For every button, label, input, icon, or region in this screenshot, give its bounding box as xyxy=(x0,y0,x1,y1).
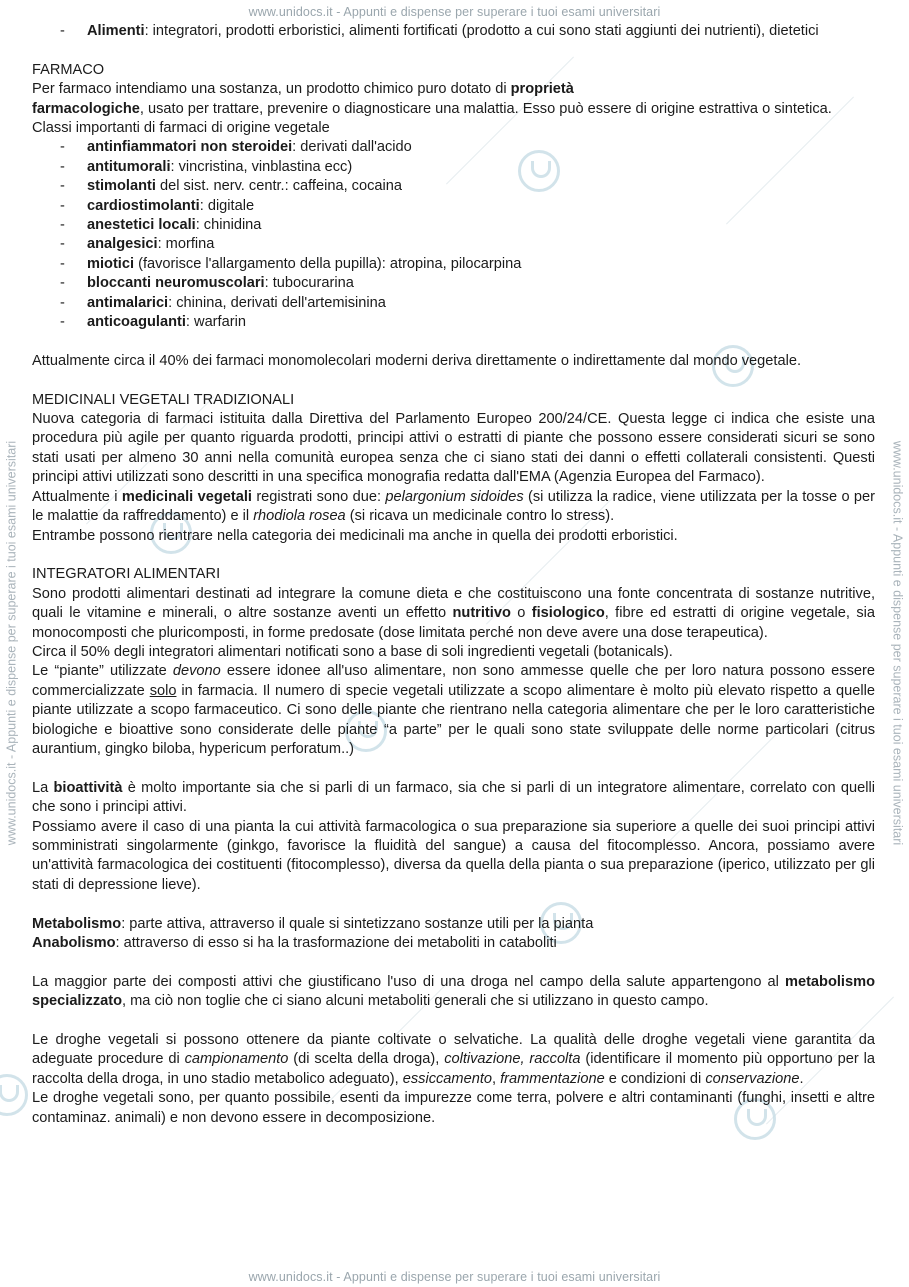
section-heading-medicinali: MEDICINALI VEGETALI TRADIZIONALI xyxy=(32,391,295,408)
list-item: - antimalarici: chinina, derivati dell'artemisinina xyxy=(32,294,875,313)
paragraph: La maggior parte dei composti attivi che giustificano l'uso di una droga nel campo della salute appartengono al metabolismo specializzato, ma ciò non toglie che ci siano alcuni metaboliti generali che si utilizzano in questo campo. xyxy=(32,973,875,1010)
list-item: - antinfiammatori non steroidei: derivati dall'acido xyxy=(32,138,875,157)
paragraph: Nuova categoria di farmaci istituita dalla Direttiva del Parlamento Europeo 200/24/CE. Questa legge ci indica che esiste una procedura più agile per quanto riguarda prodotti, principi attivi o estratti di piante che possono essere considerati sicuri se sono stati usati per almeno 30 anni nella comunità europea senza che ci siano stati dei danni o effetti collaterali consistenti. Questi principi attivi utilizzati sono descritti in una specifica monografia redatta dall'EMA (Agenzia Europea del Farmaco). xyxy=(32,411,875,486)
paragraph: Sono prodotti alimentari destinati ad integrare la comune dieta e che costituiscono una fonte concentrata di sostanze nutritive, quali le vitamine e minerali, o altre sostanze aventi un effetto nutritivo o fisiologico, fibre ed estratti di origine vegetale, sia monocomposti che pluricomposti, in forme predosate (dose limitata perché non deve avere una dose terapeutica). xyxy=(32,585,875,641)
paragraph: Le droghe vegetali sono, per quanto possibile, esenti da impurezze come terra, polvere e altri contaminanti (funghi, insetti e altre contaminaz. animali) e non devono essere in decomposizione. xyxy=(32,1090,875,1126)
paragraph: Le “piante” utilizzate devono essere idonee all'uso alimentare, non sono ammesse quelle che per loro natura possono essere commercializzate solo in farmacia. Il numero di specie vegetali utilizzate a scopo alimentare è molto più elevato rispetto a quelle piante utilizzate a scopo farmaceutico. Ci sono delle piante che rientrano nella categoria alimentare che per le loro caratteristiche biologiche e bioattive sono considerate delle piante “a parte” per le quali sono state sviluppate delle norme particolari (citrus aurantium, gingko biloba, hypericum perforatum..) xyxy=(32,663,875,757)
list-item: - antitumorali: vincristina, vinblastina ecc) xyxy=(32,158,875,177)
paragraph: Metabolismo: parte attiva, attraverso il quale si sintetizzano sostanze utili per la pianta xyxy=(32,915,594,932)
list-item: - anestetici locali: chinidina xyxy=(32,216,875,235)
paragraph: Attualmente i medicinali vegetali registrati sono due: pelargonium sidoides (si utilizza la radice, viene utilizzata per la tosse o per le malattie da raffreddamento) e il rhodiola rosea (si ricava un medicinale contro lo stress). xyxy=(32,488,876,525)
list-item: - anticoagulanti: warfarin xyxy=(32,313,875,332)
paragraph: Anabolismo: attraverso di esso si ha la trasformazione dei metaboliti in cataboliti xyxy=(32,935,557,951)
list-item: - Alimenti: integratori, prodotti erboristici, alimenti fortificati (prodotto a cui sono stati aggiunti dei nutrienti), dietetici xyxy=(32,22,875,41)
document-body xyxy=(32,22,875,1128)
list-item: - cardiostimolanti: digitale xyxy=(32,197,875,216)
paragraph: Attualmente circa il 40% dei farmaci monomolecolari moderni deriva direttamente o indirettamente dal mondo vegetale. xyxy=(32,352,801,369)
watermark-left: www.unidocs.it - Appunti e dispense per superare i tuoi esami universitari xyxy=(4,440,19,846)
watermark-right: www.unidocs.it - Appunti e dispense per superare i tuoi esami universitari xyxy=(890,440,905,846)
paragraph: Entrambe possono rientrare nella categoria dei medicinali ma anche in quella dei prodotti erboristici. xyxy=(32,527,678,544)
paragraph: La bioattività è molto importante sia che si parli di un farmaco, sia che si parli di un integratore alimentare, correlato con quelli che sono i principi attivi. xyxy=(32,779,875,816)
list-item: - bloccanti neuromuscolari: tubocurarina xyxy=(32,274,875,293)
list-item: - stimolanti del sist. nerv. centr.: caffeina, cocaina xyxy=(32,177,875,196)
section-heading-integratori: INTEGRATORI ALIMENTARI xyxy=(32,566,221,583)
section-heading-farmaco: FARMACO xyxy=(32,61,105,78)
paragraph: Possiamo avere il caso di una pianta la cui attività farmacologica o sua preparazione sia superiore a quelle dei suoi principi attivi somministrati singolarmente (ginkgo, favorisce la fluidità del sangue) a causa del fitocomplesso. Ancora, possiamo avere un'attività farmacologica dei costituenti (fitocomplesso), diversa da quella della pianta o sua preparazione (iperico, utilizzato per gli stati di depressione lieve). xyxy=(32,818,875,893)
watermark-footer: www.unidocs.it - Appunti e dispense per superare i tuoi esami universitari xyxy=(248,1270,661,1284)
farmaci-classes-list xyxy=(32,138,875,332)
paragraph: farmacologiche, usato per trattare, prevenire o diagnosticare una malattia. Esso può essere di origine estrattiva o sintetica. xyxy=(32,100,832,117)
paragraph: Per farmaco intendiamo una sostanza, un prodotto chimico puro dotato di proprietà xyxy=(32,81,574,98)
list-item: - miotici (favorisce l'allargamento della pupilla): atropina, pilocarpina xyxy=(32,255,875,274)
watermark-header: www.unidocs.it - Appunti e dispense per superare i tuoi esami universitari xyxy=(248,5,661,19)
list-item: - analgesici: morfina xyxy=(32,235,875,254)
paragraph: Classi importanti di farmaci di origine vegetale xyxy=(32,120,330,137)
alimenti-list xyxy=(32,22,875,41)
unidocs-logo-icon xyxy=(0,1074,28,1116)
paragraph: Circa il 50% degli integratori alimentari notificati sono a base di soli ingredienti vegetali (botanicals). xyxy=(32,643,673,660)
paragraph: Le droghe vegetali si possono ottenere da piante coltivate o selvatiche. La qualità delle droghe vegetali viene garantita da adeguate procedure di campionamento (di scelta della droga), coltivazione, raccolta (identificare il momento più opportuno per la raccolta della droga, in uno stadio metabolico adeguato), essiccamento, frammentazione e condizioni di conservazione. xyxy=(32,1032,875,1087)
